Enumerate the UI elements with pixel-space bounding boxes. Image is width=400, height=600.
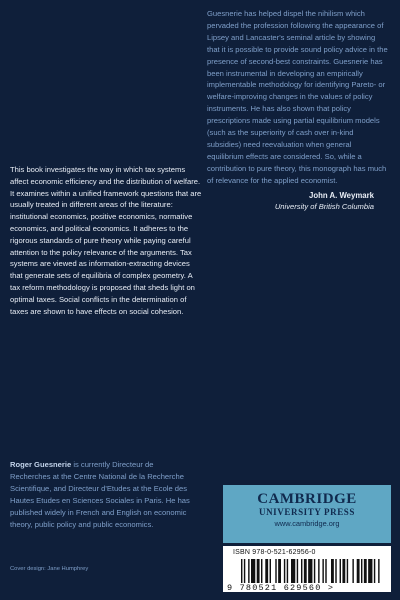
book-description: This book investigates the way in which tax systems affect economic efficiency and the distribution of welfare. It examines within a unified framework questions that are usually treated in different areas of the literature: institutional economics, positive economics, normative economics, and political economics. It adheres to the rigorous standards of pure theory while paying careful attention to the policy relevance of the arguments. Tax systems are viewed as information-extracting devices that generate sets of equilibria of complex geometry. A tax reform methodology is proposed that sheds light on optimal taxes. Social conflicts in the determination of taxes are shown to have effects on social cohesion. xyxy=(10,165,202,316)
publisher-url: www.cambridge.org xyxy=(274,519,340,528)
endorser-affiliation: University of British Columbia xyxy=(274,201,374,211)
author-bio xyxy=(10,459,190,530)
endorsement-block xyxy=(207,8,389,212)
isbn-label: ISBN 978-0-521-62956-0 xyxy=(233,549,316,556)
barcode-panel xyxy=(223,546,391,592)
barcode-icon xyxy=(241,559,381,583)
author-bio-text: is currently Directeur de Recherches at the Centre National de la Recherche Scientifique, and Directeur d'Etudes at the Ecole des Hautes Etudes en Sciences Sociales in Paris. He has published widely in French and English on economic theory, public policy and public economics. xyxy=(10,460,190,529)
endorser-name: John A. Weymark xyxy=(309,190,374,200)
barcode-digits: 9 780521 629560 > xyxy=(227,583,335,593)
publisher-logo xyxy=(223,485,391,543)
publisher-name: CAMBRIDGE xyxy=(257,491,357,507)
endorsement-text: Guesnerie has helped dispel the nihilism which pervaded the profession following the appearance of Lipsey and Lancaster's seminal article by showing that it is possible to provide sound policy advice in the presence of second-best constraints. Guesnerie has been instrumental in developing an empirically implementable methodology for identifying Pareto- or welfare-improving changes in the values of policy instruments. He has also shown that policy prescriptions made using partial equilibrium models (such as the superiority of cash over in-kind subsidies) need reevaluation when general equilibrium effects are considered. So, while a contribution to pure theory, this monograph has much of relevance for the applied economist. xyxy=(207,9,388,185)
publisher-subtitle: UNIVERSITY PRESS xyxy=(258,507,356,517)
author-name: Roger Guesnerie xyxy=(10,460,72,469)
cover-design-credit: Cover design: Jane Humphrey xyxy=(10,566,89,572)
